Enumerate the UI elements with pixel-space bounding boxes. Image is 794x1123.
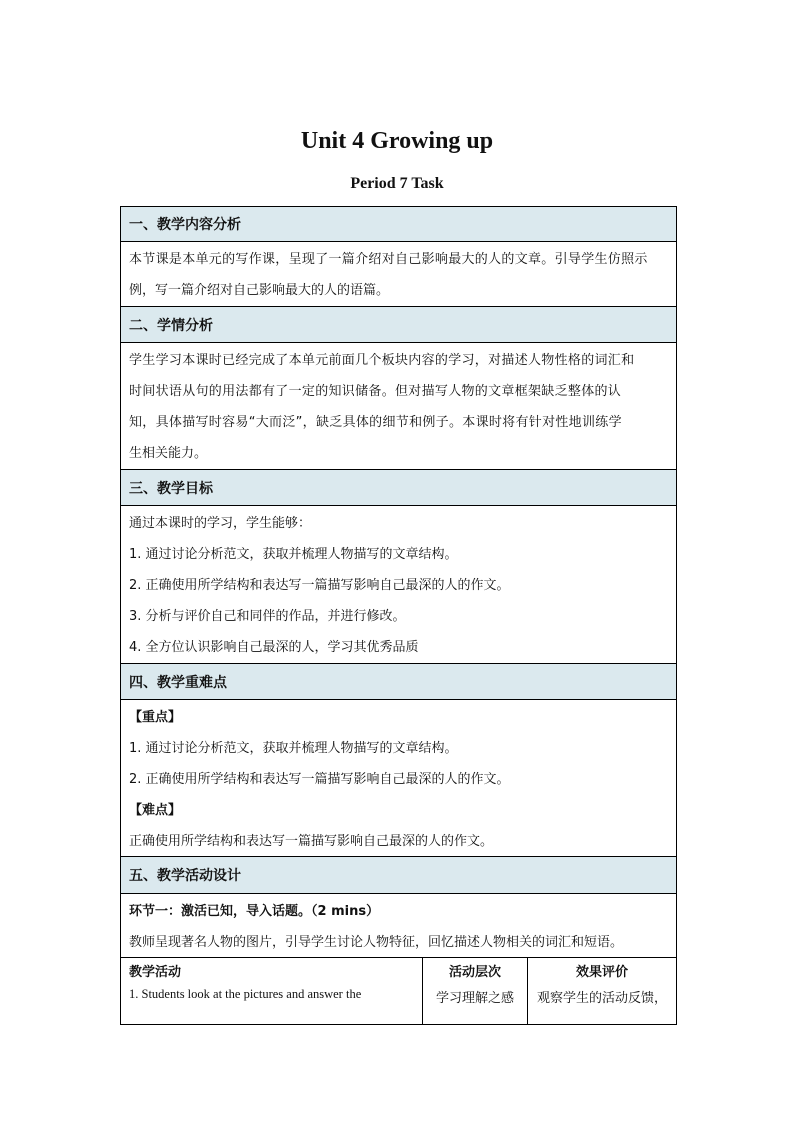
objective-item: 1. 通过讨论分析范文，获取并梳理人物描写的文章结构。 xyxy=(129,547,458,562)
activity-column xyxy=(121,958,423,1024)
objective-item: 2. 正确使用所学结构和表达写一篇描写影响自己最深的人的作文。 xyxy=(129,578,510,593)
text-line: 例，写一篇介绍对自己影响最大的人的语篇。 xyxy=(129,283,390,298)
objective-item: 4. 全方位认识影响自己最深的人，学习其优秀品质 xyxy=(129,640,419,655)
document-title: Unit 4 Growing up xyxy=(300,128,494,154)
text-line: 本节课是本单元的写作课，呈现了一篇介绍对自己影响最大的人的文章。引导学生仿照示 xyxy=(129,252,648,267)
section-body-objectives xyxy=(121,506,676,664)
step-description: 教师呈现著名人物的图片，引导学生讨论人物特征，回忆描述人物相关的词汇和短语。 xyxy=(129,935,624,950)
evaluation-cell: 观察学生的活动反馈， xyxy=(536,991,667,1006)
key-point-item: 1. 通过讨论分析范文，获取并梳理人物描写的文章结构。 xyxy=(129,741,458,756)
difficult-point-item: 正确使用所学结构和表达写一篇描写影响自己最深的人的作文。 xyxy=(129,834,494,849)
column-header-evaluation: 效果评价 xyxy=(575,965,628,980)
section-heading-objectives: 三、教学目标 xyxy=(121,470,676,506)
section-body-key-points xyxy=(121,700,676,857)
difficult-points-label: 【难点】 xyxy=(129,803,182,818)
section-body-activities xyxy=(121,894,676,958)
column-header-level: 活动层次 xyxy=(448,965,501,980)
text-line: 时间状语从句的用法都有了一定的知识储备。但对描写人物的文章框架缺乏整体的认 xyxy=(129,384,622,399)
document-subtitle: Period 7 Task xyxy=(350,175,444,192)
section-body-content-analysis xyxy=(121,242,676,307)
section-heading-key-points: 四、教学重难点 xyxy=(121,664,676,700)
text-line: 生相关能力。 xyxy=(129,446,208,461)
section-heading-activities: 五、教学活动设计 xyxy=(121,857,676,894)
activity-cell: 1. Students look at the pictures and answer the xyxy=(129,987,362,1001)
section-heading-student-analysis: 二、学情分析 xyxy=(121,307,676,343)
text-line: 通过本课时的学习，学生能够： xyxy=(129,516,312,531)
evaluation-column xyxy=(528,958,676,1024)
activity-table xyxy=(121,958,676,1024)
text-line: 学生学习本课时已经完成了本单元前面几个板块内容的学习，对描述人物性格的词汇和 xyxy=(129,353,635,368)
section-heading-content-analysis: 一、教学内容分析 xyxy=(121,207,676,242)
column-header-activity: 教学活动 xyxy=(129,965,182,980)
key-point-item: 2. 正确使用所学结构和表达写一篇描写影响自己最深的人的作文。 xyxy=(129,772,510,787)
step-title: 环节一：激活已知，导入话题。（2 mins） xyxy=(129,904,380,919)
section-body-student-analysis xyxy=(121,343,676,470)
text-line: 知，具体描写时容易“大而泛”，缺乏具体的细节和例子。本课时将有针对性地训练学 xyxy=(129,415,622,430)
lesson-plan-table xyxy=(120,206,677,1025)
objective-item: 3. 分析与评价自己和同伴的作品，并进行修改。 xyxy=(129,609,406,624)
level-column xyxy=(423,958,528,1024)
key-points-label: 【重点】 xyxy=(129,710,182,725)
level-cell: 学习理解之感 xyxy=(435,991,514,1006)
